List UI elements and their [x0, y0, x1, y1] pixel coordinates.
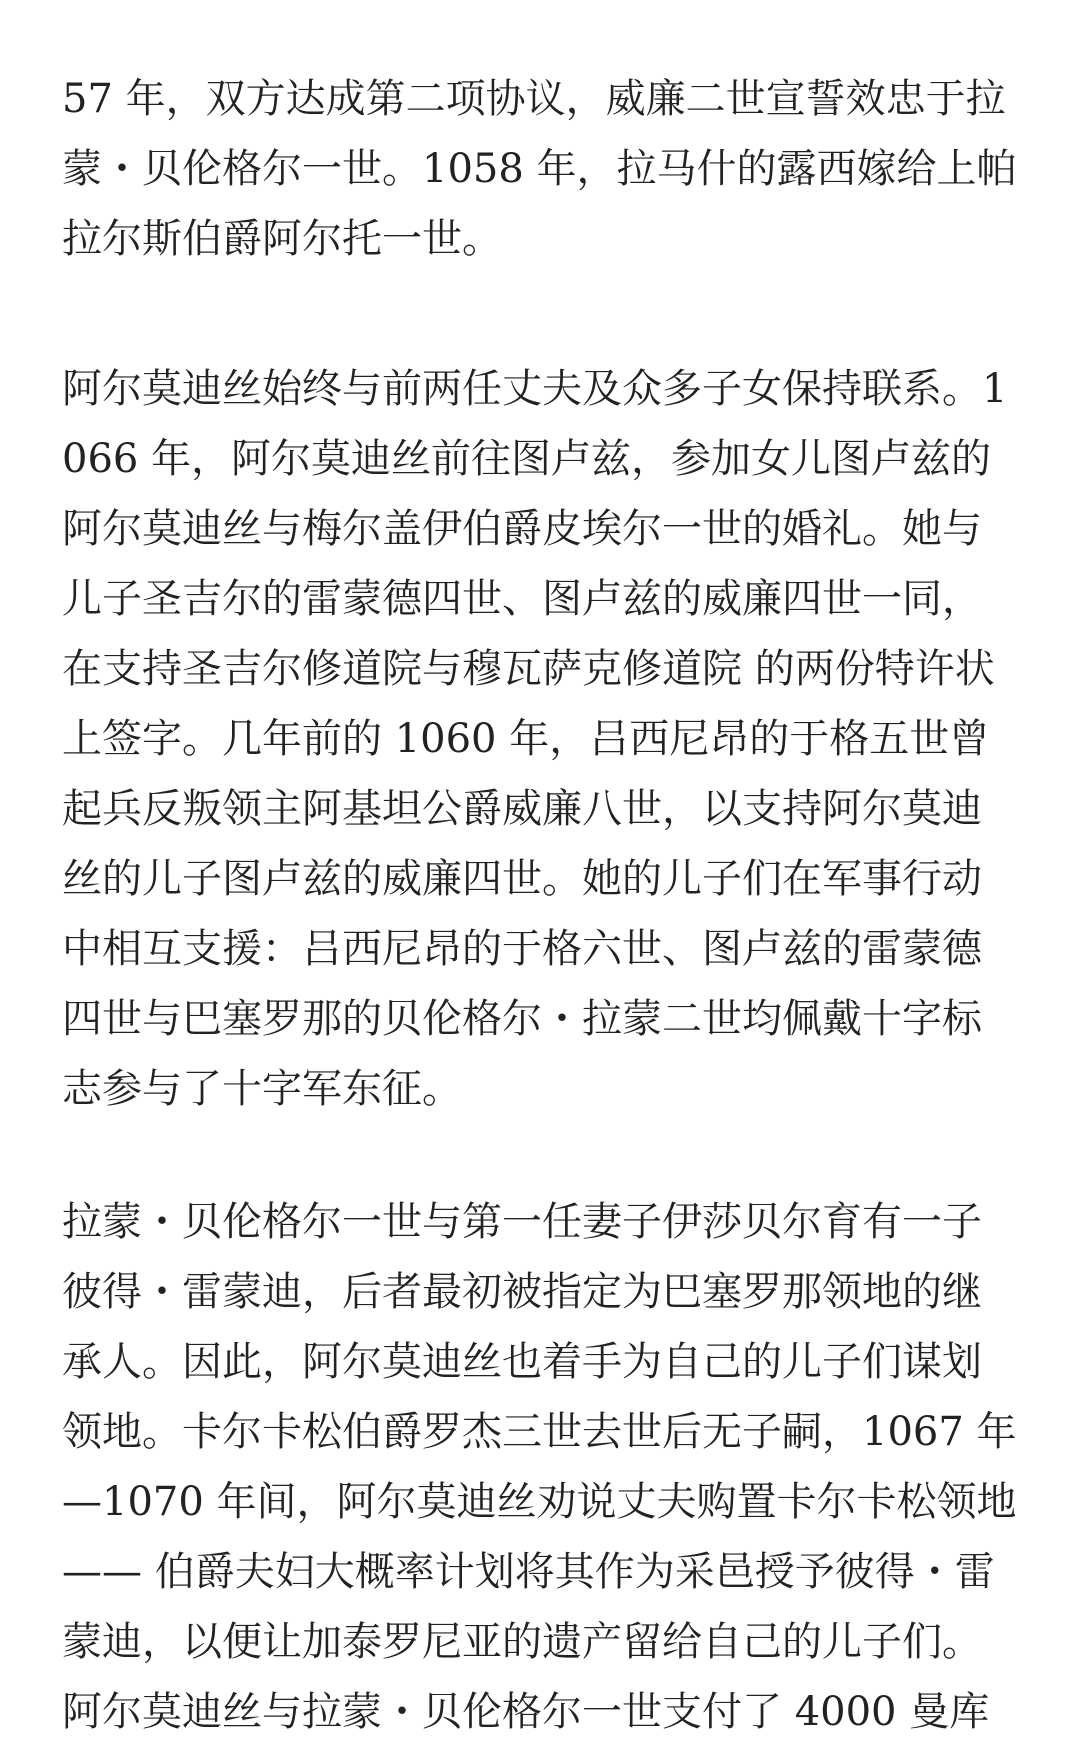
text-line: 蒙迪，以便让加泰罗尼亚的遗产留给自己的儿子们。 — [62, 1619, 982, 1665]
text-line: 中相互支援：吕西尼昂的于格六世、图卢兹的雷蒙德 — [62, 926, 982, 972]
text-line: 承人。因此，阿尔莫迪丝也着手为自己的儿子们谋划 — [62, 1339, 982, 1385]
text-line: 57 年，双方达成第二项协议，威廉二世宣誓效忠于拉 — [62, 76, 1006, 122]
text-line: 阿尔莫迪丝与梅尔盖伊伯爵皮埃尔一世的婚礼。她与 — [62, 506, 982, 552]
text-line: 066 年，阿尔莫迪丝前往图卢兹，参加女儿图卢兹的 — [62, 436, 992, 482]
text-line: 阿尔莫迪丝始终与前两任丈夫及众多子女保持联系。1 — [62, 366, 1008, 412]
paragraph-2 — [62, 354, 1007, 1124]
text-line: 上签字。几年前的 1060 年，吕西尼昂的于格五世曾 — [62, 716, 990, 762]
text-line: 在支持圣吉尔修道院与穆瓦萨克修道院 的两份特许状 — [62, 646, 995, 692]
text-line: 丝的儿子图卢兹的威廉四世。她的儿子们在军事行动 — [62, 856, 982, 902]
text-line: 拉尔斯伯爵阿尔托一世。 — [62, 216, 502, 262]
text-line: 拉蒙・贝伦格尔一世与第一任妻子伊莎贝尔育有一子 — [62, 1199, 982, 1245]
text-line: 蒙・贝伦格尔一世。1058 年，拉马什的露西嫁给上帕 — [62, 146, 1017, 192]
text-line: 阿尔莫迪丝与拉蒙・贝伦格尔一世支付了 4000 曼库 — [62, 1689, 990, 1735]
text-line: 领地。卡尔卡松伯爵罗杰三世去世后无子嗣，1067 年 — [62, 1409, 1017, 1455]
text-line: 志参与了十字军东征。 — [62, 1066, 462, 1112]
text-line: 四世与巴塞罗那的贝伦格尔・拉蒙二世均佩戴十字标 — [62, 996, 982, 1042]
text-line: —1070 年间，阿尔莫迪丝劝说丈夫购置卡尔卡松领地 — [62, 1479, 1017, 1525]
text-line: 儿子圣吉尔的雷蒙德四世、图卢兹的威廉四世一同， — [62, 576, 982, 622]
paragraph-3 — [62, 1187, 1017, 1747]
paragraph-1 — [62, 64, 1017, 274]
text-line: 彼得・雷蒙迪，后者最初被指定为巴塞罗那领地的继 — [62, 1269, 982, 1315]
text-line: 起兵反叛领主阿基坦公爵威廉八世，以支持阿尔莫迪 — [62, 786, 982, 832]
text-line: —— 伯爵夫妇大概率计划将其作为采邑授予彼得・雷 — [62, 1549, 995, 1595]
